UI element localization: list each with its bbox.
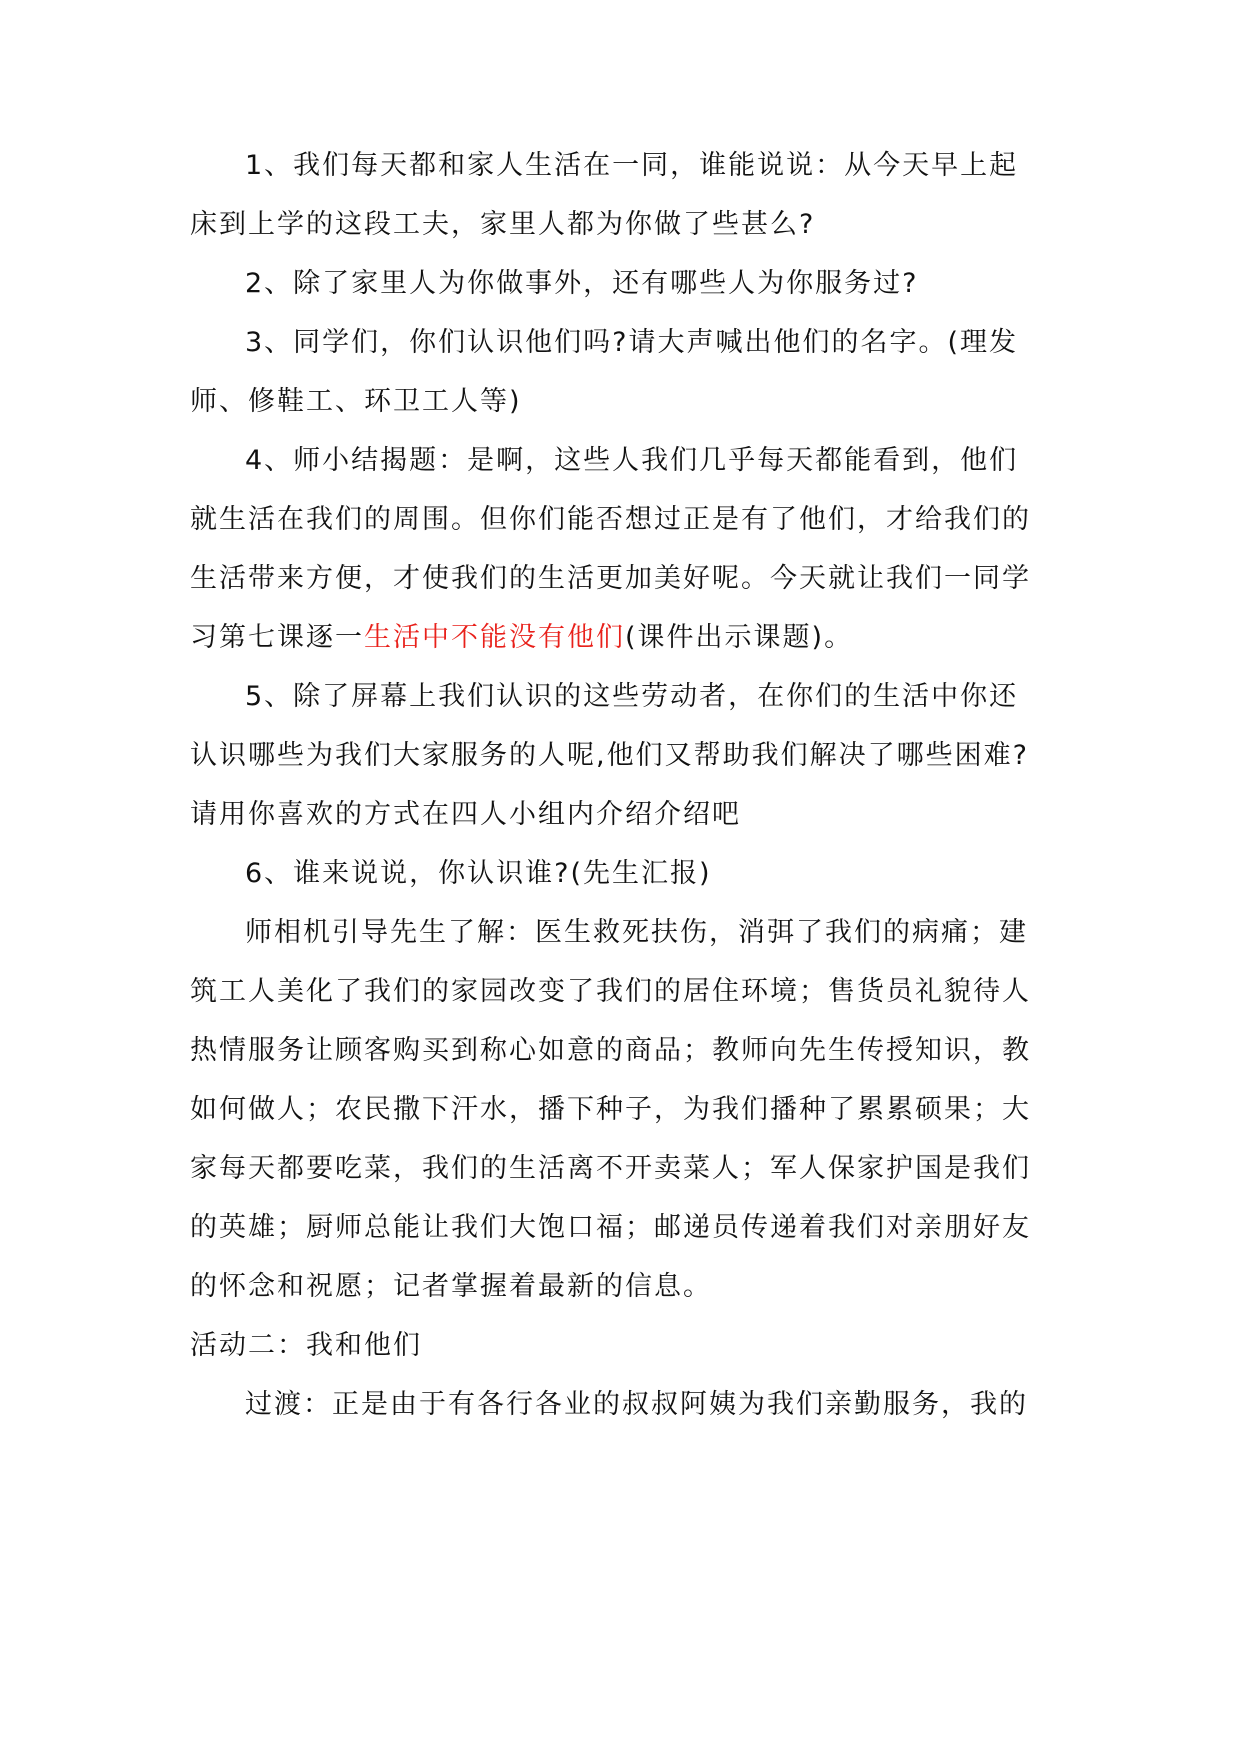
paragraph-4-line-2: 就生活在我们的周围。但你们能否想过正是有了他们，才给我们的 [190, 504, 1031, 535]
paragraph-7-line-3: 热情服务让顾客购买到称心如意的商品；教师向先生传授知识，教 [190, 1035, 1031, 1066]
lesson-intro-text: 习第七课逐一 [190, 622, 364, 653]
paragraph-4-line-4 [190, 618, 853, 658]
paragraph-5-line-3: 请用你喜欢的方式在四人小组内介绍介绍吧 [190, 799, 741, 830]
paragraph-7-line-7: 的怀念和祝愿；记者掌握着最新的信息。 [190, 1271, 712, 1302]
paragraph-7-line-1: 师相机引导先生了解：医生救死扶伤，消弭了我们的病痛；建 [245, 917, 1028, 948]
paragraph-1-line-2: 床到上学的这段工夫，家里人都为你做了些甚么? [190, 209, 816, 240]
lesson-title-highlight: 生活中不能没有他们 [364, 622, 625, 653]
paragraph-7-line-4: 如何做人；农民撒下汗水，播下种子，为我们播种了累累硕果；大 [190, 1094, 1031, 1125]
paragraph-7-line-6: 的英雄；厨师总能让我们大饱口福；邮递员传递着我们对亲朋好友 [190, 1212, 1031, 1243]
paragraph-5-line-2: 认识哪些为我们大家服务的人呢,他们又帮助我们解决了哪些困难? [190, 740, 1029, 771]
paragraph-2: 2、除了家里人为你做事外，还有哪些人为你服务过? [245, 268, 919, 299]
paragraph-5-line-1: 5、除了屏幕上我们认识的这些劳动者，在你们的生活中你还 [245, 681, 1019, 712]
activity-2-heading: 活动二：我和他们 [190, 1330, 422, 1361]
paragraph-4-line-3: 生活带来方便，才使我们的生活更加美好呢。今天就让我们一同学 [190, 563, 1031, 594]
paragraph-1-line-1: 1、我们每天都和家人生活在一同，谁能说说：从今天早上起 [245, 150, 1019, 181]
paragraph-3-line-1: 3、同学们，你们认识他们吗?请大声喊出他们的名字。(理发 [245, 327, 1019, 358]
paragraph-4-line-1: 4、师小结揭题：是啊，这些人我们几乎每天都能看到，他们 [245, 445, 1019, 476]
paragraph-3-line-2: 师、修鞋工、环卫工人等) [190, 386, 522, 417]
paragraph-8-line-1: 过渡：正是由于有各行各业的叔叔阿姨为我们亲勤服务，我的 [245, 1389, 1028, 1420]
lesson-title-note: (课件出示课题)。 [625, 622, 854, 653]
paragraph-7-line-5: 家每天都要吃菜，我们的生活离不开卖菜人；军人保家护国是我们 [190, 1153, 1031, 1184]
paragraph-7-line-2: 筑工人美化了我们的家园改变了我们的居住环境；售货员礼貌待人 [190, 976, 1031, 1007]
paragraph-6: 6、谁来说说，你认识谁?(先生汇报) [245, 858, 712, 889]
